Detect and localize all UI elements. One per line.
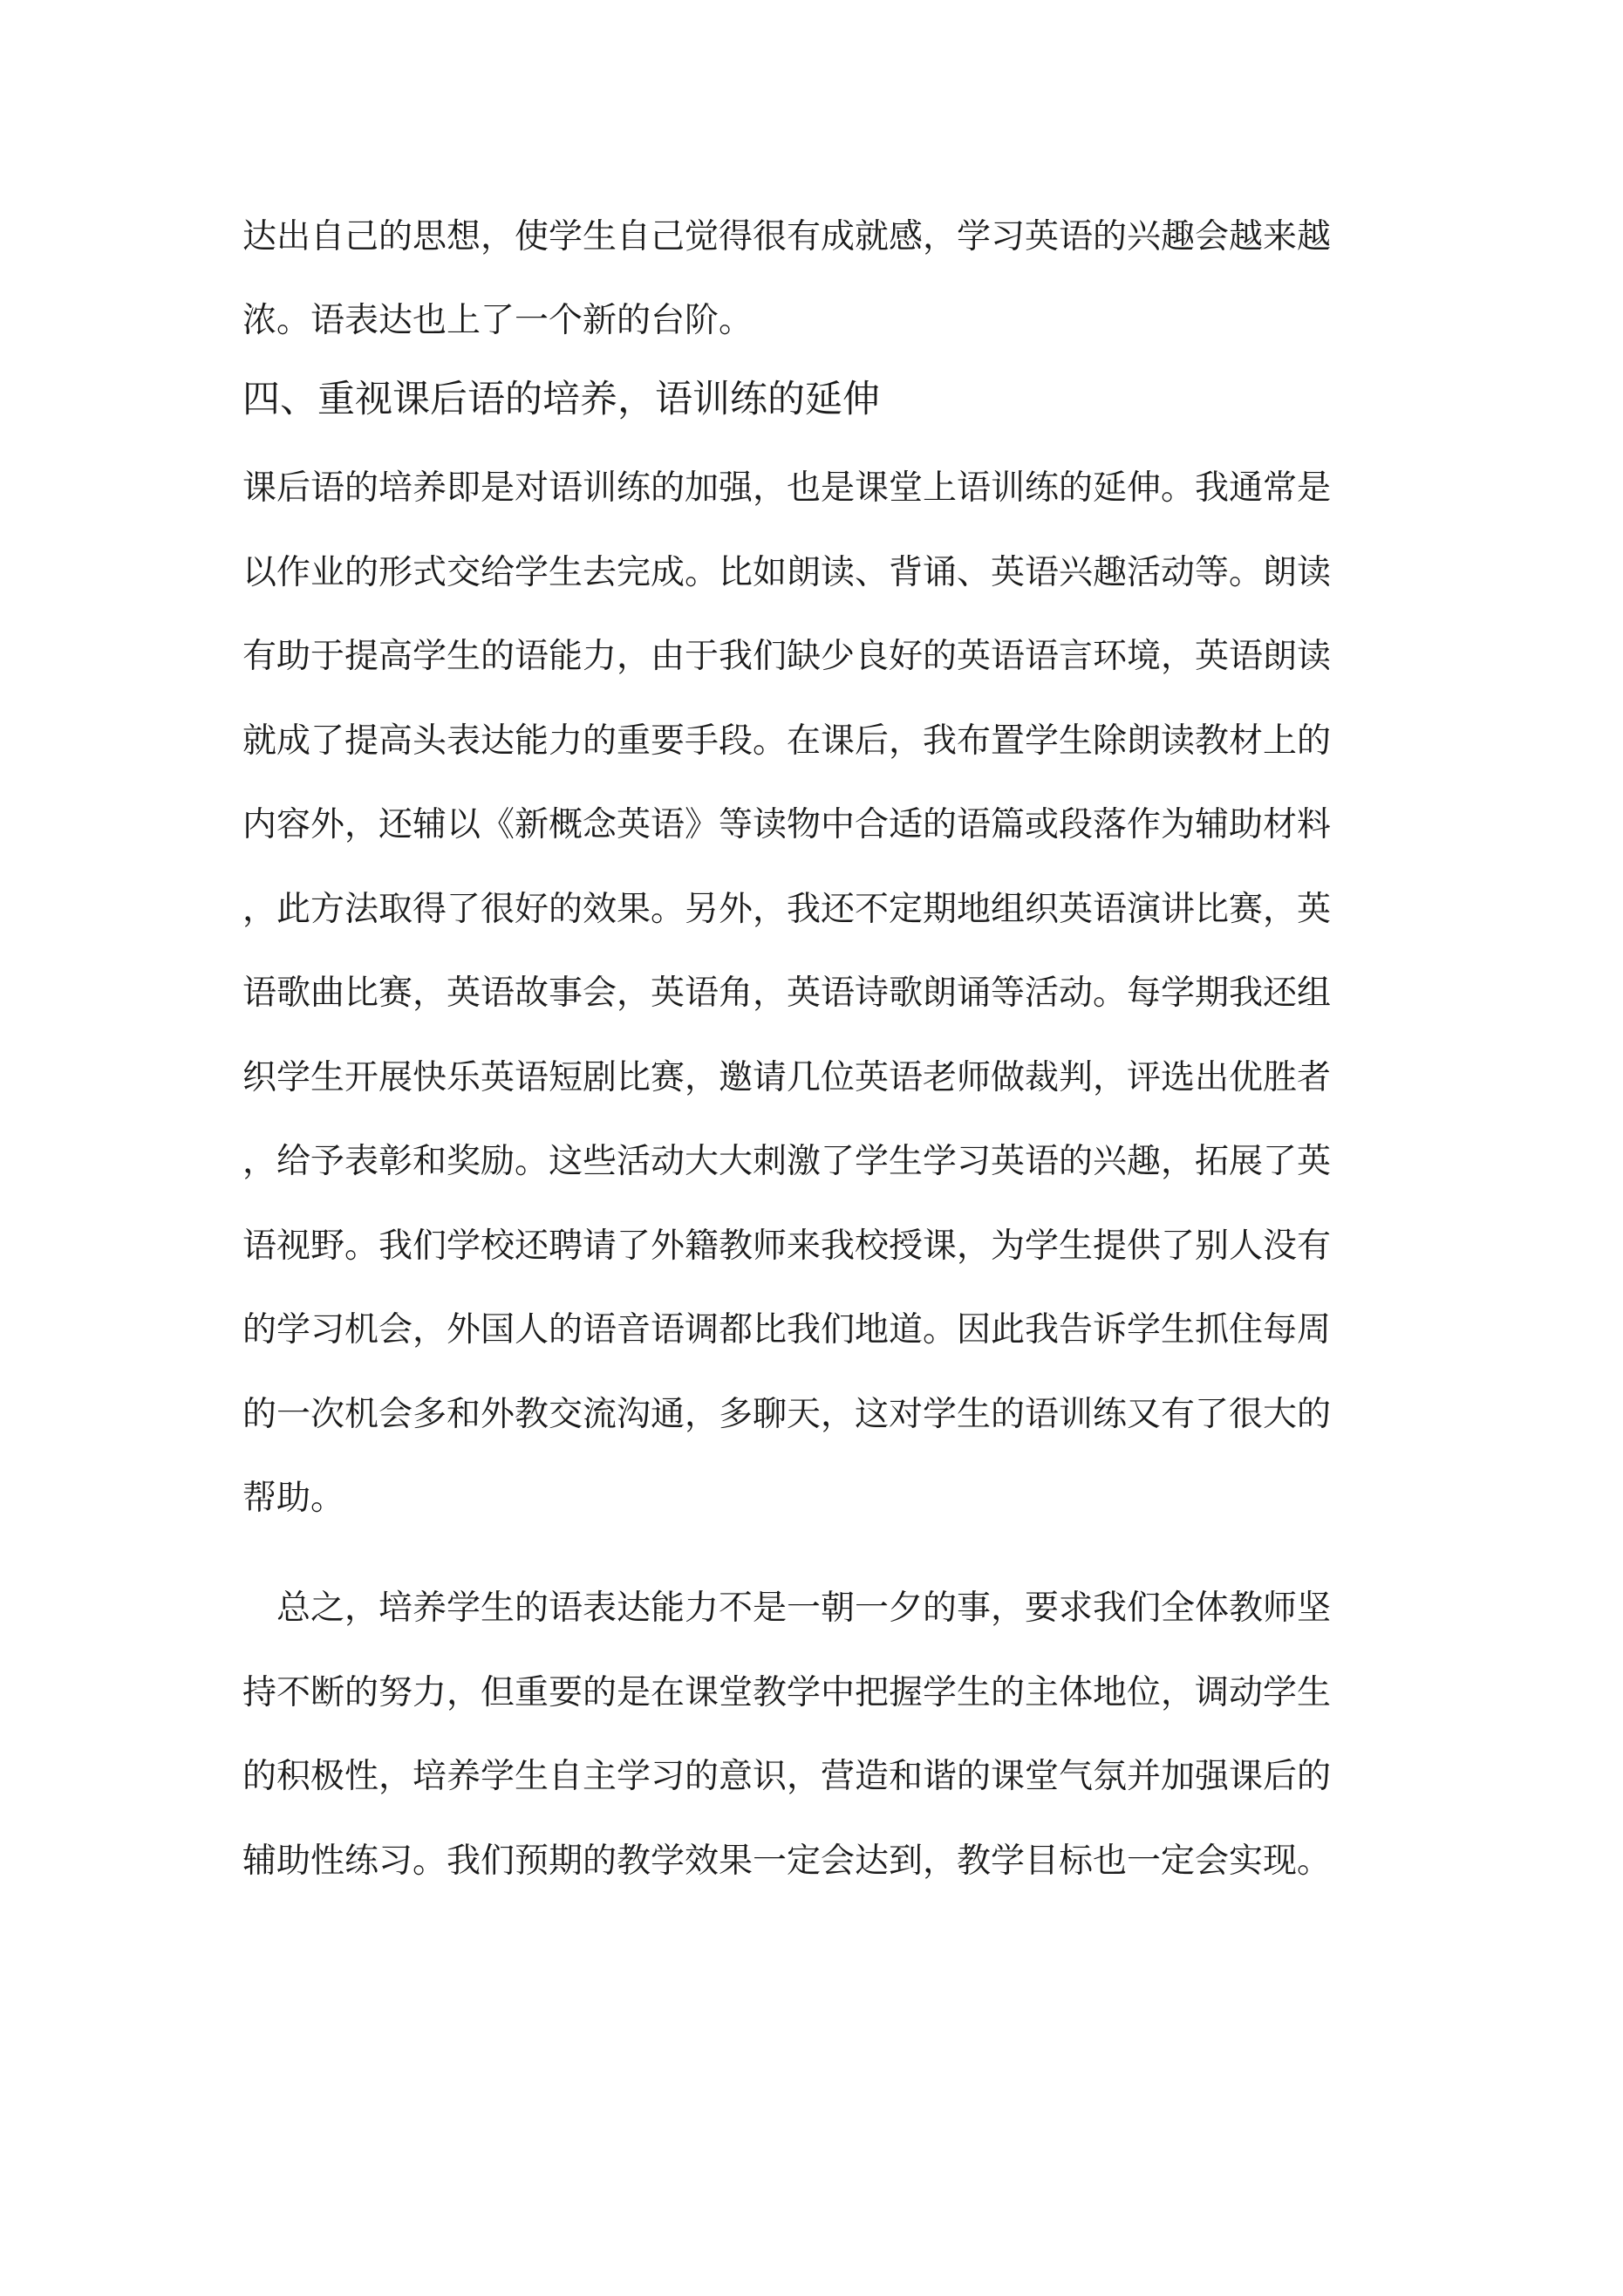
text-line: 辅助性练习。我们预期的教学效果一定会达到，教学目标也一定会实现。 — [242, 1841, 1332, 1881]
text-line: 浓。语表达也上了一个新的台阶。 — [242, 301, 754, 340]
paragraph-main — [242, 447, 1402, 1541]
section-heading: 四、重视课后语的培养，语训练的延伸 — [242, 378, 880, 421]
text-line: 帮助。 — [242, 1479, 345, 1518]
paragraph-continued — [242, 195, 1402, 363]
text-line: ，给予表彰和奖励。这些活动大大刺激了学生学习英语的兴趣，拓展了英 — [242, 1142, 1332, 1181]
text-line: 达出自己的思想，使学生自己觉得很有成就感，学习英语的兴趣会越来越 — [242, 217, 1332, 256]
text-line: 的学习机会，外国人的语音语调都比我们地道。因此我告诉学生抓住每周 — [242, 1310, 1332, 1350]
text-line: 持不断的努力，但重要的是在课堂教学中把握学生的主体地位，调动学生 — [242, 1672, 1332, 1712]
text-line: 就成了提高头表达能力的重要手段。在课后，我布置学生除朗读教材上的 — [242, 721, 1332, 761]
text-line: 课后语的培养即是对语训练的加强，也是课堂上语训练的延伸。我通常是 — [242, 468, 1332, 508]
paragraph-conclusion — [242, 1567, 1402, 1903]
text-line: 内容外，还辅以《新概念英语》等读物中合适的语篇或段落作为辅助材料 — [242, 805, 1332, 844]
text-line: 语视野。我们学校还聘请了外籍教师来我校授课，为学生提供了别人没有 — [242, 1226, 1332, 1266]
text-line: ，此方法取得了很好的效果。另外，我还不定期地组织英语演讲比赛，英 — [242, 889, 1332, 929]
text-line: 总之，培养学生的语表达能力不是一朝一夕的事，要求我们全体教师坚 — [242, 1589, 1332, 1628]
text-line: 以作业的形式交给学生去完成。比如朗读、背诵、英语兴趣活动等。朗读 — [242, 552, 1332, 592]
text-line: 织学生开展快乐英语短剧比赛，邀请几位英语老师做裁判，评选出优胜者 — [242, 1057, 1332, 1097]
text-line: 有助于提高学生的语能力，由于我们缺少良好的英语语言环境，英语朗读 — [242, 637, 1332, 676]
text-line: 的积极性，培养学生自主学习的意识，营造和谐的课堂气氛并加强课后的 — [242, 1757, 1332, 1796]
text-line: 的一次机会多和外教交流沟通，多聊天，这对学生的语训练又有了很大的 — [242, 1394, 1332, 1434]
text-line: 语歌曲比赛，英语故事会，英语角，英语诗歌朗诵等活动。每学期我还组 — [242, 974, 1332, 1013]
